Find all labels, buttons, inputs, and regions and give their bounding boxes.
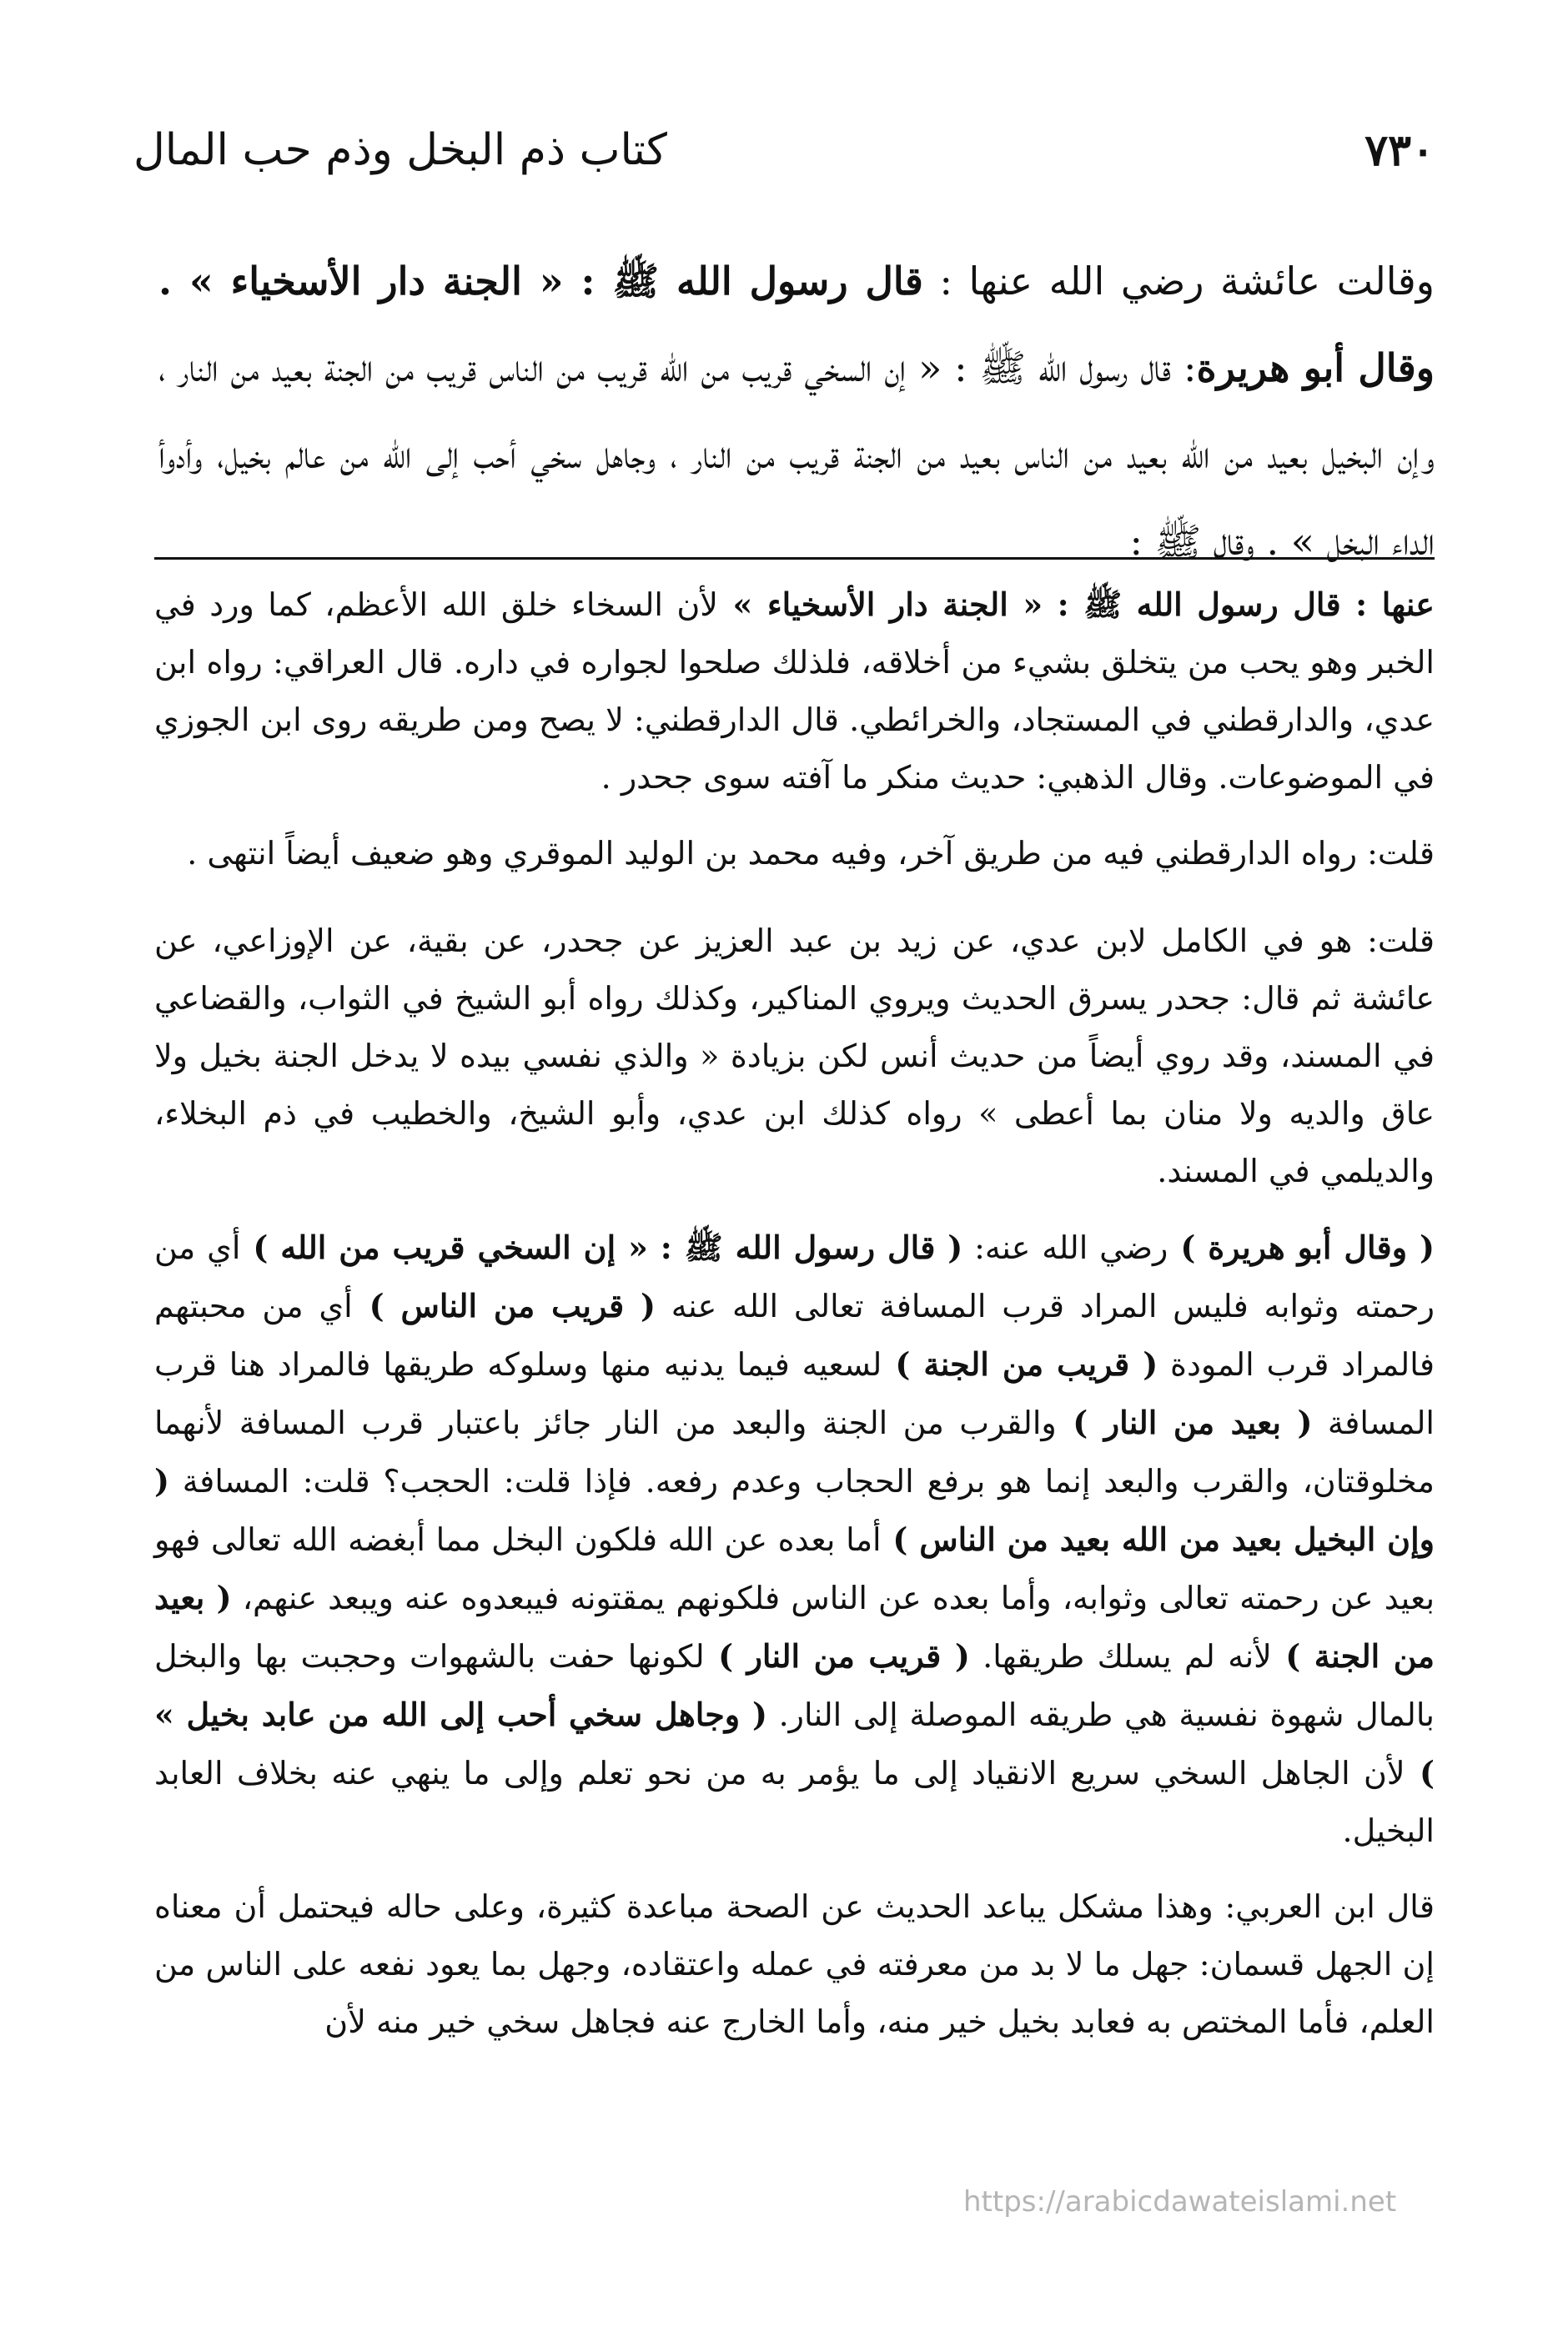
matn-hadith-bold: قال رسول الله ﷺ : « الجنة دار الأسخياء » . وقال أبو هريرة	[158, 259, 1435, 390]
quoted-text: ( قريب من النار )	[704, 1637, 970, 1675]
commentary-paragraph: قلت: رواه الدارقطني فيه من طريق آخر، وفيه محمد بن الوليد الموقري وهو ضعيف أيضاً انتهى .	[187, 835, 1435, 872]
quoted-text: ( وجاهل سخي أحب إلى الله من عابد بخيل » )	[154, 1696, 1435, 1792]
commentary-paragraph: قلت: هو في الكامل لابن عدي، عن زيد بن عبد العزيز عن جحدر، عن بقية، عن الإوزاعي، عن عائشة ثم قال: جحدر يسرق الحديث ويروي المناكير، وكذلك رواه أبو الشيخ في الثواب، والقضاعي في المسند، وقد روي أيضاً من حديث أنس لكن بزيادة « والذي نفسي بيده لا يدخل الجنة بخيل ولا عاق والديه ولا منان بما أعطى » رواه كذلك ابن عدي، وأبو الشيخ، والخطيب في ذم البخلاء، والديلمي في المسند.	[154, 922, 1435, 1189]
explanation-text: أما بعده عن الله فلكون البخل مما أبغضه الله تعالى فهو بعيد عن رحمته تعالى وثوابه، وأما بعده عن الناس فلكونهم يمقتونه فيبعدوه عنه ويبعد عنهم،	[154, 1521, 1435, 1616]
explanation-text: لكونها حفت بالشهوات وحجبت بها والبخل بالمال شهوة نفسية هي طريقه الموصلة إلى النار.	[154, 1638, 1435, 1733]
explanation-text: أي من رحمته وثوابه فليس المراد قرب المسافة تعالى الله عنه	[154, 1229, 1435, 1324]
quoted-text: عنها : قال رسول الله ﷺ : « الجنة دار الأسخياء »	[717, 586, 1435, 623]
explanation-text: رضي الله عنه:	[962, 1229, 1168, 1266]
main-text	[158, 238, 1435, 585]
explanation-text: لأن السخاء خلق الله الأعظم، كما ورد في الخبر وهو يحب من يتخلق بشيء من أخلاقه، فلذلك صلحوا لجواره في داره. قال العراقي: رواه ابن عدي، والدارقطني في المستجاد، والخرائطي. قال الدارقطني: لا يصح ومن طريقه روى ابن الجوزي في الموضوعات. وقال الذهبي: حديث منكر ما آفته سوى جحدر .	[154, 586, 1435, 796]
page-number: ٧٣٠	[1364, 125, 1435, 176]
explanation-text: أي من محبتهم فالمراد قرب المودة	[154, 1288, 1435, 1383]
matn-text: : قال رسول الله ﷺ : « إن السخي قريب من الله قريب من الناس قريب من الجنة بعيد من النار ، وإن البخيل بعيد من الله بعيد من الناس بعيد من الجنة قريب من النار ، وجاهل سخي أحب إلى الله من عالم بخيل، وأدوأ الداء البخل » . وقال ﷺ :	[158, 345, 1435, 564]
quoted-text: ( بعيد من الجنة )	[154, 1579, 1435, 1675]
quoted-text: ( وإن البخيل بعيد من الله بعيد من الناس )	[154, 1462, 1435, 1558]
quoted-text: ( قريب من الجنة )	[882, 1345, 1158, 1383]
explanation-text: لسعيه فيما يدنيه منها وسلوكه طريقها فالمراد هنا قرب المسافة	[154, 1346, 1435, 1441]
footnote-separator	[154, 557, 1435, 560]
quoted-text: ( قال رسول الله ﷺ : « إن السخي قريب من الله )	[240, 1229, 963, 1266]
explanation-text: والقرب من الجنة والبعد من النار جائز باعتبار قرب المسافة لأنهما مخلوقتان، والقرب والبعد إنما هو برفع الحجاب وعدم رفعه. فإذا قلت: الحجب؟ قلت: المسافة	[154, 1405, 1435, 1500]
quoted-text: ( وقال أبو هريرة )	[1168, 1229, 1435, 1266]
page-header	[133, 125, 1435, 192]
quoted-text: ( قريب من الناس )	[352, 1287, 656, 1324]
quoted-text: ( بعيد من النار )	[1056, 1404, 1313, 1441]
explanation-text: لأن الجاهل السخي سريع الانقياد إلى ما يؤمر به من نحو تعلم وإلى ما ينهي عنه بخلاف العابد البخيل.	[154, 1755, 1435, 1849]
watermark-url: https://arabicdawateislami.net	[963, 2185, 1397, 2219]
matn-text: وقالت عائشة رضي الله عنها :	[922, 259, 1435, 304]
commentary-paragraph	[154, 1219, 1435, 1860]
running-title: كتاب ذم البخل وذم حب المال	[133, 125, 667, 175]
commentary-text	[154, 575, 1435, 2051]
explanation-text: لأنه لم يسلك طريقها.	[969, 1638, 1272, 1675]
commentary-paragraph	[154, 575, 1435, 807]
commentary-paragraph: قال ابن العربي: وهذا مشكل يباعد الحديث عن الصحة مباعدة كثيرة، وعلى حاله فيحتمل أن معناه إن الجهل قسمان: جهل ما لا بد من معرفته في عمله واعتقاده، وجهل بما يعود نفعه على الناس من العلم، فأما المختص به فعابد بخيل خير منه، وأما الخارج عنه فجاهل سخي خير منه لأن	[154, 1888, 1435, 2040]
